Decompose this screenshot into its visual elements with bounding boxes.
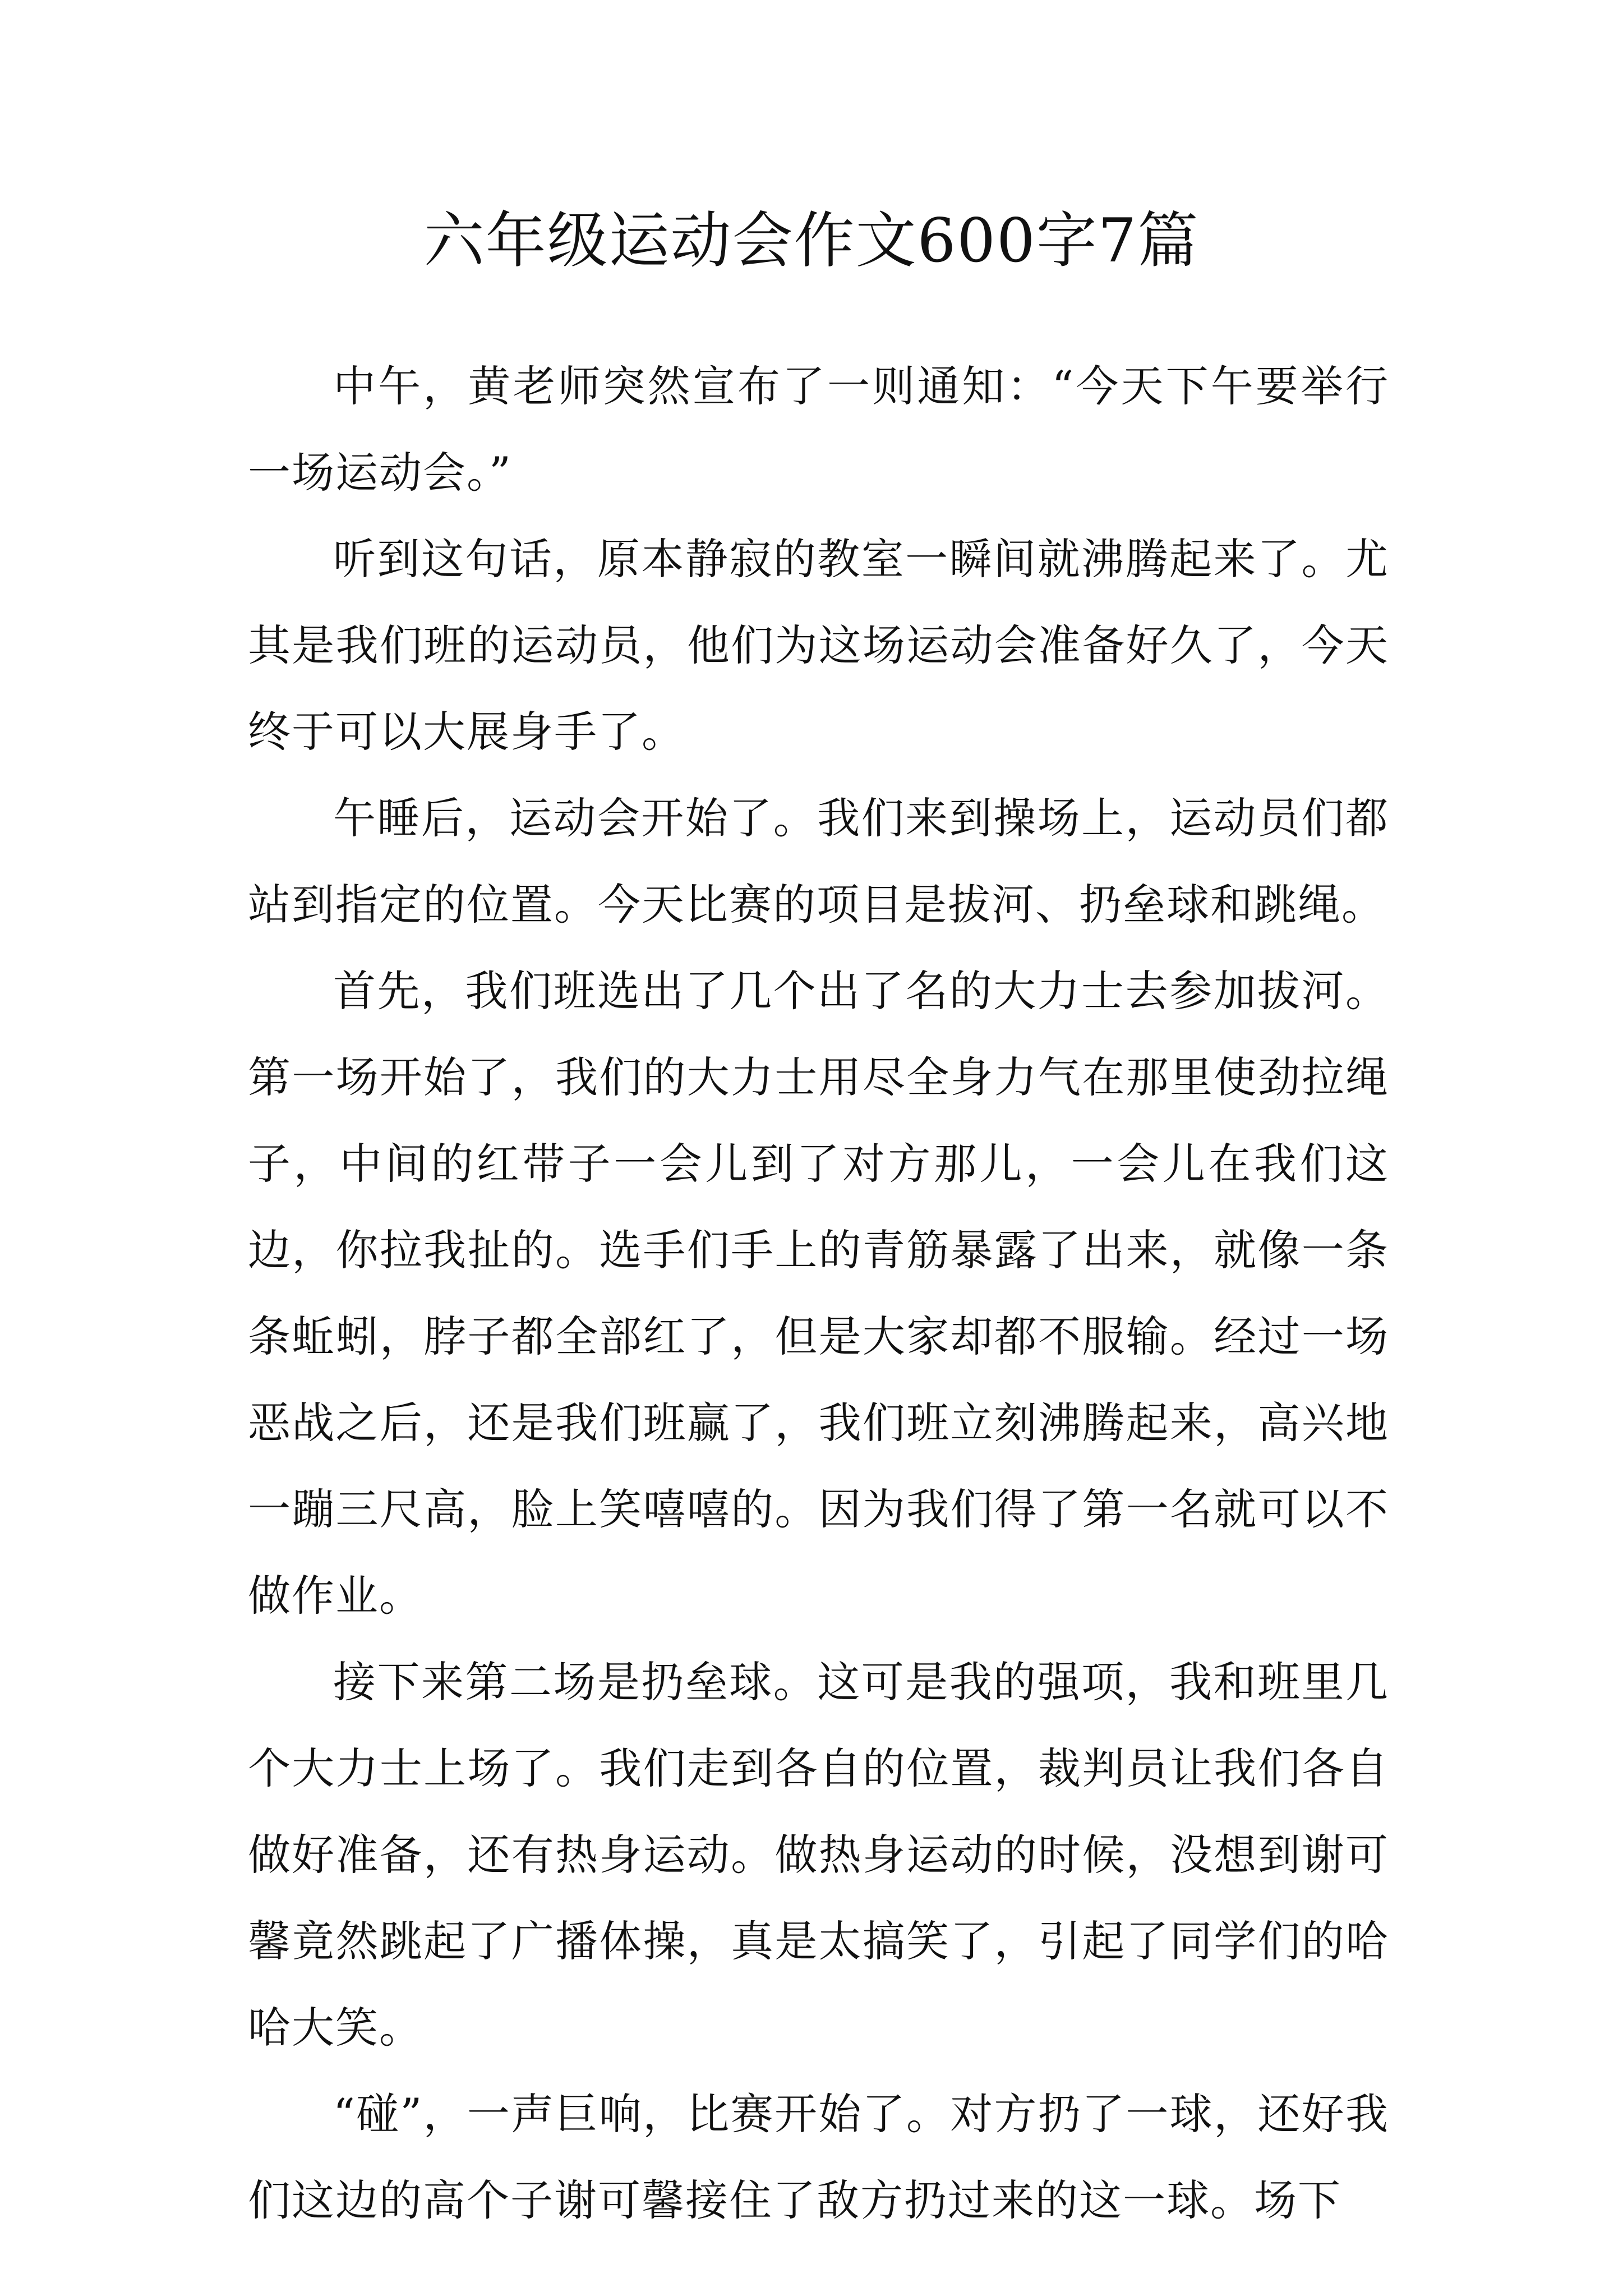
paragraph: 中午，黄老师突然宣布了一则通知：“今天下午要举行一场运动会。” <box>248 361 1389 498</box>
paragraph: “碰”，一声巨响，比赛开始了。对方扔了一球，还好我们这边的高个子谢可馨接住了敌方扔过来的这一球。场下 <box>248 2089 1389 2225</box>
paragraph: 接下来第二场是扔垒球。这可是我的强项，我和班里几个大力士上场了。我们走到各自的位置，裁判员让我们各自做好准备，还有热身运动。做热身运动的时候，没想到谢可馨竟然跳起了广播体操，真是太搞笑了，引起了同学们的哈哈大笑。 <box>248 1657 1389 2053</box>
document-title: 六年级运动会作文600字7篇 <box>423 206 1200 276</box>
paragraph: 听到这句话，原本静寂的教室一瞬间就沸腾起来了。尤其是我们班的运动员，他们为这场运动会准备好久了，今天终于可以大展身手了。 <box>248 534 1389 757</box>
document-body <box>248 343 1389 2244</box>
paragraph: 午睡后，运动会开始了。我们来到操场上，运动员们都站到指定的位置。今天比赛的项目是拔河、扔垒球和跳绳。 <box>248 793 1389 930</box>
paragraph: 首先，我们班选出了几个出了名的大力士去参加拔河。第一场开始了，我们的大力士用尽全身力气在那里使劲拉绳子，中间的红带子一会儿到了对方那儿，一会儿在我们这边，你拉我扯的。选手们手上的青筋暴露了出来，就像一条条蚯蚓，脖子都全部红了，但是大家却都不服输。经过一场恶战之后，还是我们班赢了，我们班立刻沸腾起来，高兴地一蹦三尺高，脸上笑嘻嘻的。因为我们得了第一名就可以不做作业。 <box>248 966 1389 1621</box>
